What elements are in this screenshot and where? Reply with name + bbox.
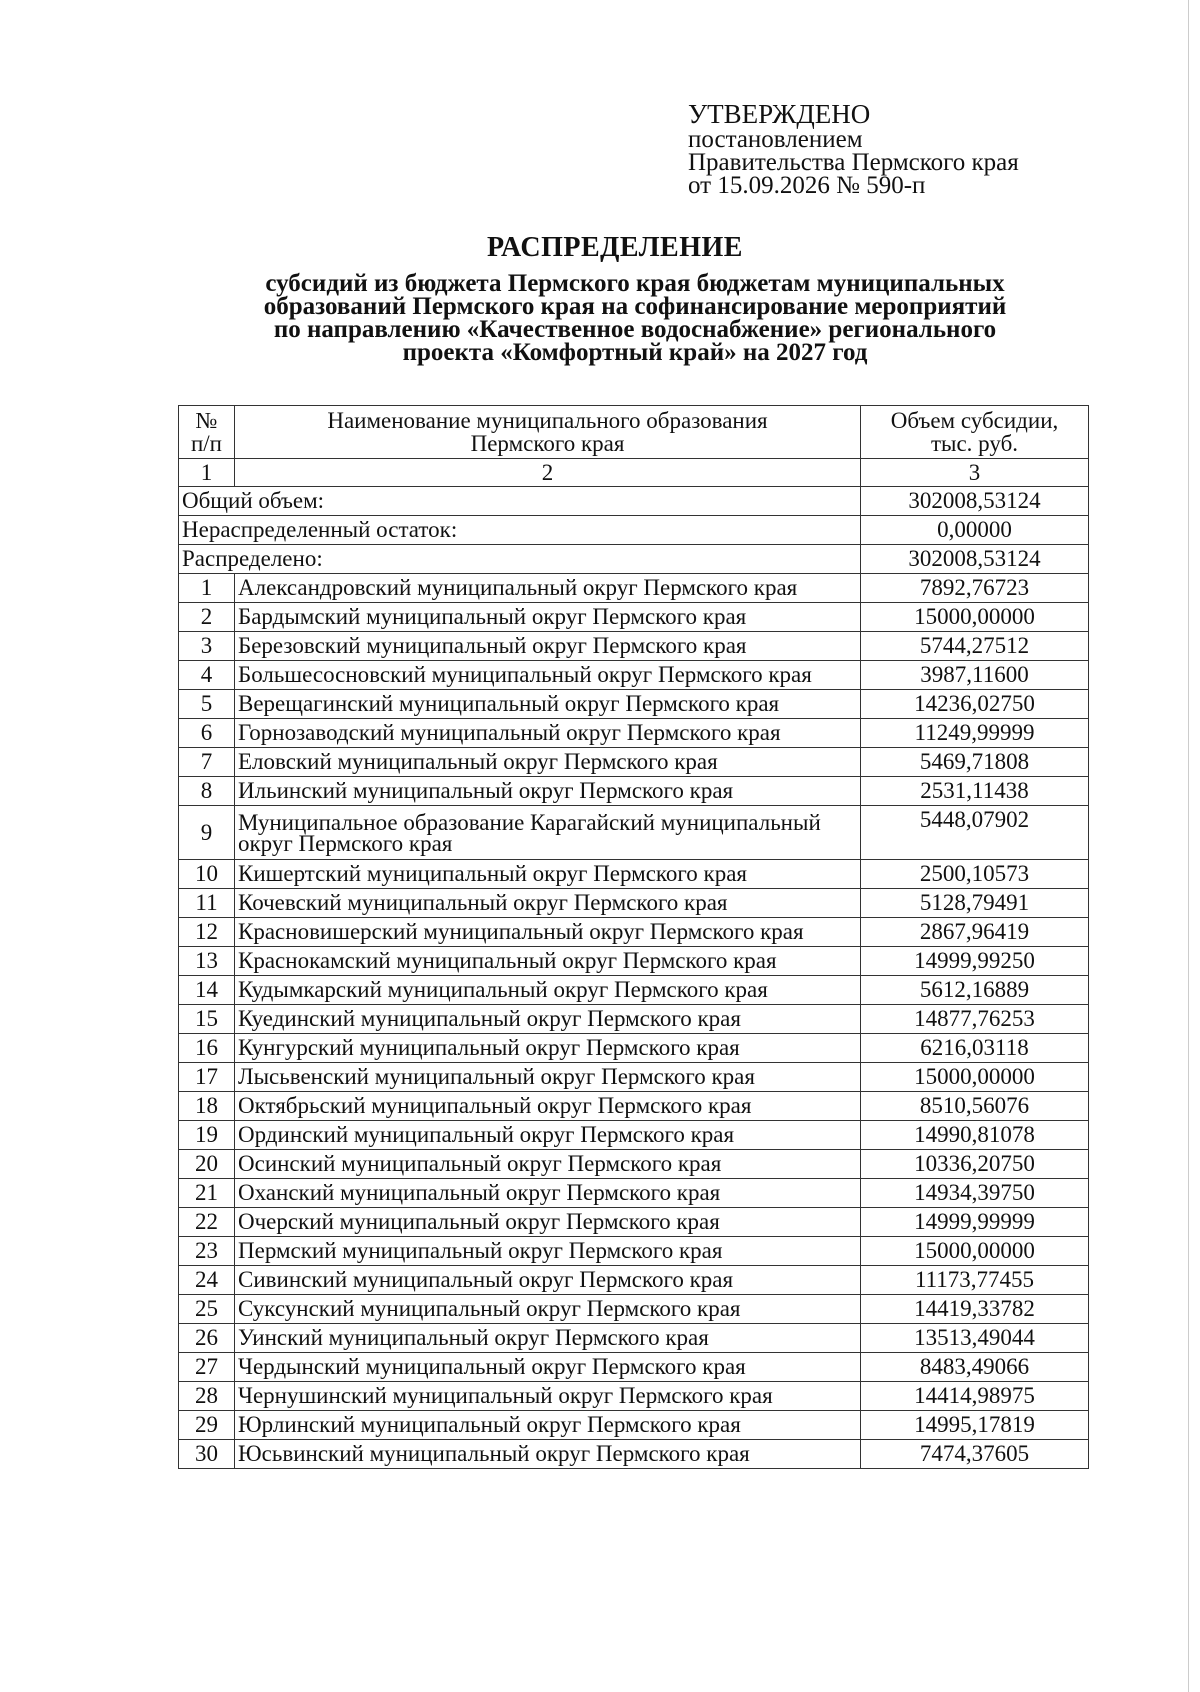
row-number: 1 (179, 574, 235, 603)
subsidy-amount: 5612,16889 (861, 976, 1089, 1005)
row-number: 28 (179, 1382, 235, 1411)
row-number: 9 (179, 806, 235, 860)
subsidy-amount: 15000,00000 (861, 1237, 1089, 1266)
table-row (179, 1179, 1089, 1208)
table-row (179, 1382, 1089, 1411)
summary-value: 0,00000 (861, 516, 1089, 545)
subsidy-amount: 14419,33782 (861, 1295, 1089, 1324)
row-number: 6 (179, 719, 235, 748)
municipality-name: Уинский муниципальный округ Пермского края (235, 1324, 861, 1353)
table-row (179, 1092, 1089, 1121)
subsidy-amount: 5744,27512 (861, 632, 1089, 661)
row-number: 19 (179, 1121, 235, 1150)
municipality-name: Лысьвенский муниципальный округ Пермского края (235, 1063, 861, 1092)
table-row (179, 1208, 1089, 1237)
subsidy-amount: 5469,71808 (861, 748, 1089, 777)
approval-block (688, 100, 1019, 197)
row-number: 24 (179, 1266, 235, 1295)
subtitle-line: по направлению «Качественное водоснабжение» регионального (273, 316, 997, 343)
table-row (179, 1121, 1089, 1150)
table-row (179, 1005, 1089, 1034)
header-amount: Объем субсидии, тыс. руб. (861, 406, 1089, 459)
table-row (179, 1150, 1089, 1179)
table-row (179, 806, 1089, 860)
row-number: 27 (179, 1353, 235, 1382)
municipality-name: Юсьвинский муниципальный округ Пермского края (235, 1440, 861, 1469)
municipality-name: Суксунский муниципальный округ Пермского края (235, 1295, 861, 1324)
table-header-row (179, 406, 1089, 459)
subsidy-amount: 3987,11600 (861, 661, 1089, 690)
municipality-name: Краснокамский муниципальный округ Пермского края (235, 947, 861, 976)
municipality-name: Кишертский муниципальный округ Пермского края (235, 860, 861, 889)
row-number: 26 (179, 1324, 235, 1353)
row-number: 22 (179, 1208, 235, 1237)
approval-line: от 15.09.2026 № 590-п (688, 172, 926, 199)
summary-label: Распределено: (179, 545, 861, 574)
row-number: 13 (179, 947, 235, 976)
municipality-name: Октябрьский муниципальный округ Пермского края (235, 1092, 861, 1121)
row-number: 12 (179, 918, 235, 947)
table-row (179, 690, 1089, 719)
municipality-name: Кунгурский муниципальный округ Пермского края (235, 1034, 861, 1063)
municipality-name: Очерский муниципальный округ Пермского края (235, 1208, 861, 1237)
header-name: Наименование муниципального образования Пермского края (235, 406, 861, 459)
summary-row (179, 516, 1089, 545)
table-row (179, 632, 1089, 661)
municipality-name: Красновишерский муниципальный округ Пермского края (235, 918, 861, 947)
municipality-name: Большесосновский муниципальный округ Пермского края (235, 661, 861, 690)
subsidy-amount: 15000,00000 (861, 1063, 1089, 1092)
subsidy-amount: 11173,77455 (861, 1266, 1089, 1295)
row-number: 5 (179, 690, 235, 719)
distribution-table (178, 405, 1089, 1469)
table-row (179, 976, 1089, 1005)
table-row (179, 1353, 1089, 1382)
table-row (179, 574, 1089, 603)
summary-value: 302008,53124 (861, 487, 1089, 516)
row-number: 10 (179, 860, 235, 889)
approval-line: Правительства Пермского края (688, 149, 1019, 176)
header-number: № п/п (179, 406, 235, 459)
subsidy-amount: 14990,81078 (861, 1121, 1089, 1150)
municipality-name: Александровский муниципальный округ Пермского края (235, 574, 861, 603)
row-number: 11 (179, 889, 235, 918)
document-title: РАСПРЕДЕЛЕНИЕ (487, 232, 743, 263)
row-number: 18 (179, 1092, 235, 1121)
table-row (179, 603, 1089, 632)
table-row (179, 1411, 1089, 1440)
municipality-name: Куединский муниципальный округ Пермского края (235, 1005, 861, 1034)
column-number: 1 (179, 459, 235, 487)
row-number: 3 (179, 632, 235, 661)
subtitle-line: субсидий из бюджета Пермского края бюджетам муниципальных (265, 270, 1005, 297)
municipality-name: Оханский муниципальный округ Пермского края (235, 1179, 861, 1208)
subsidy-amount: 14999,99250 (861, 947, 1089, 976)
column-number: 3 (861, 459, 1089, 487)
table-row (179, 719, 1089, 748)
table-row (179, 777, 1089, 806)
table-row (179, 1440, 1089, 1469)
subsidy-amount: 7474,37605 (861, 1440, 1089, 1469)
table-row (179, 748, 1089, 777)
row-number: 29 (179, 1411, 235, 1440)
column-numbers-row (179, 459, 1089, 487)
municipality-name: Пермский муниципальный округ Пермского края (235, 1237, 861, 1266)
subsidy-amount: 11249,99999 (861, 719, 1089, 748)
row-number: 2 (179, 603, 235, 632)
table-row (179, 889, 1089, 918)
municipality-name: Верещагинский муниципальный округ Пермского края (235, 690, 861, 719)
row-number: 20 (179, 1150, 235, 1179)
subsidy-amount: 14999,99999 (861, 1208, 1089, 1237)
row-number: 30 (179, 1440, 235, 1469)
subsidy-amount: 13513,49044 (861, 1324, 1089, 1353)
row-number: 23 (179, 1237, 235, 1266)
subsidy-amount: 5448,07902 (861, 806, 1089, 860)
row-number: 14 (179, 976, 235, 1005)
subsidy-amount: 10336,20750 (861, 1150, 1089, 1179)
table-row (179, 1266, 1089, 1295)
table-row (179, 1324, 1089, 1353)
row-number: 7 (179, 748, 235, 777)
subsidy-amount: 14877,76253 (861, 1005, 1089, 1034)
summary-row (179, 545, 1089, 574)
subsidy-amount: 2867,96419 (861, 918, 1089, 947)
summary-label: Нераспределенный остаток: (179, 516, 861, 545)
table-row (179, 860, 1089, 889)
table-row (179, 947, 1089, 976)
row-number: 15 (179, 1005, 235, 1034)
table-row (179, 1034, 1089, 1063)
municipality-name: Чердынский муниципальный округ Пермского края (235, 1353, 861, 1382)
summary-value: 302008,53124 (861, 545, 1089, 574)
subsidy-amount: 8483,49066 (861, 1353, 1089, 1382)
municipality-name: Бардымский муниципальный округ Пермского края (235, 603, 861, 632)
approval-stamp: УТВЕРЖДЕНО (688, 99, 871, 129)
subsidy-amount: 14934,39750 (861, 1179, 1089, 1208)
subsidy-amount: 14414,98975 (861, 1382, 1089, 1411)
summary-row (179, 487, 1089, 516)
approval-line: постановлением (688, 126, 863, 153)
row-number: 4 (179, 661, 235, 690)
subsidy-amount: 8510,56076 (861, 1092, 1089, 1121)
table-row (179, 918, 1089, 947)
table-row (179, 661, 1089, 690)
municipality-name: Кудымкарский муниципальный округ Пермского края (235, 976, 861, 1005)
summary-label: Общий объем: (179, 487, 861, 516)
municipality-name: Муниципальное образование Карагайский муниципальный округ Пермского края (235, 806, 861, 860)
municipality-name: Еловский муниципальный округ Пермского края (235, 748, 861, 777)
subsidy-amount: 6216,03118 (861, 1034, 1089, 1063)
row-number: 17 (179, 1063, 235, 1092)
municipality-name: Горнозаводский муниципальный округ Пермского края (235, 719, 861, 748)
table-row (179, 1295, 1089, 1324)
row-number: 21 (179, 1179, 235, 1208)
subsidy-amount: 15000,00000 (861, 603, 1089, 632)
municipality-name: Кочевский муниципальный округ Пермского края (235, 889, 861, 918)
column-number: 2 (235, 459, 861, 487)
municipality-name: Сивинский муниципальный округ Пермского края (235, 1266, 861, 1295)
table-row (179, 1237, 1089, 1266)
subtitle-line: проекта «Комфортный край» на 2027 год (402, 339, 868, 366)
municipality-name: Чернушинский муниципальный округ Пермского края (235, 1382, 861, 1411)
row-number: 25 (179, 1295, 235, 1324)
subsidy-amount: 14236,02750 (861, 690, 1089, 719)
subsidy-amount: 5128,79491 (861, 889, 1089, 918)
subsidy-amount: 14995,17819 (861, 1411, 1089, 1440)
municipality-name: Ординский муниципальный округ Пермского края (235, 1121, 861, 1150)
subsidy-amount: 2531,11438 (861, 777, 1089, 806)
municipality-name: Осинский муниципальный округ Пермского края (235, 1150, 861, 1179)
document-subtitle (200, 272, 1070, 364)
municipality-name: Березовский муниципальный округ Пермского края (235, 632, 861, 661)
row-number: 8 (179, 777, 235, 806)
subtitle-line: образований Пермского края на софинансирование мероприятий (263, 293, 1007, 320)
subsidy-amount: 7892,76723 (861, 574, 1089, 603)
municipality-name: Ильинский муниципальный округ Пермского края (235, 777, 861, 806)
municipality-name: Юрлинский муниципальный округ Пермского края (235, 1411, 861, 1440)
subsidy-amount: 2500,10573 (861, 860, 1089, 889)
row-number: 16 (179, 1034, 235, 1063)
table-row (179, 1063, 1089, 1092)
